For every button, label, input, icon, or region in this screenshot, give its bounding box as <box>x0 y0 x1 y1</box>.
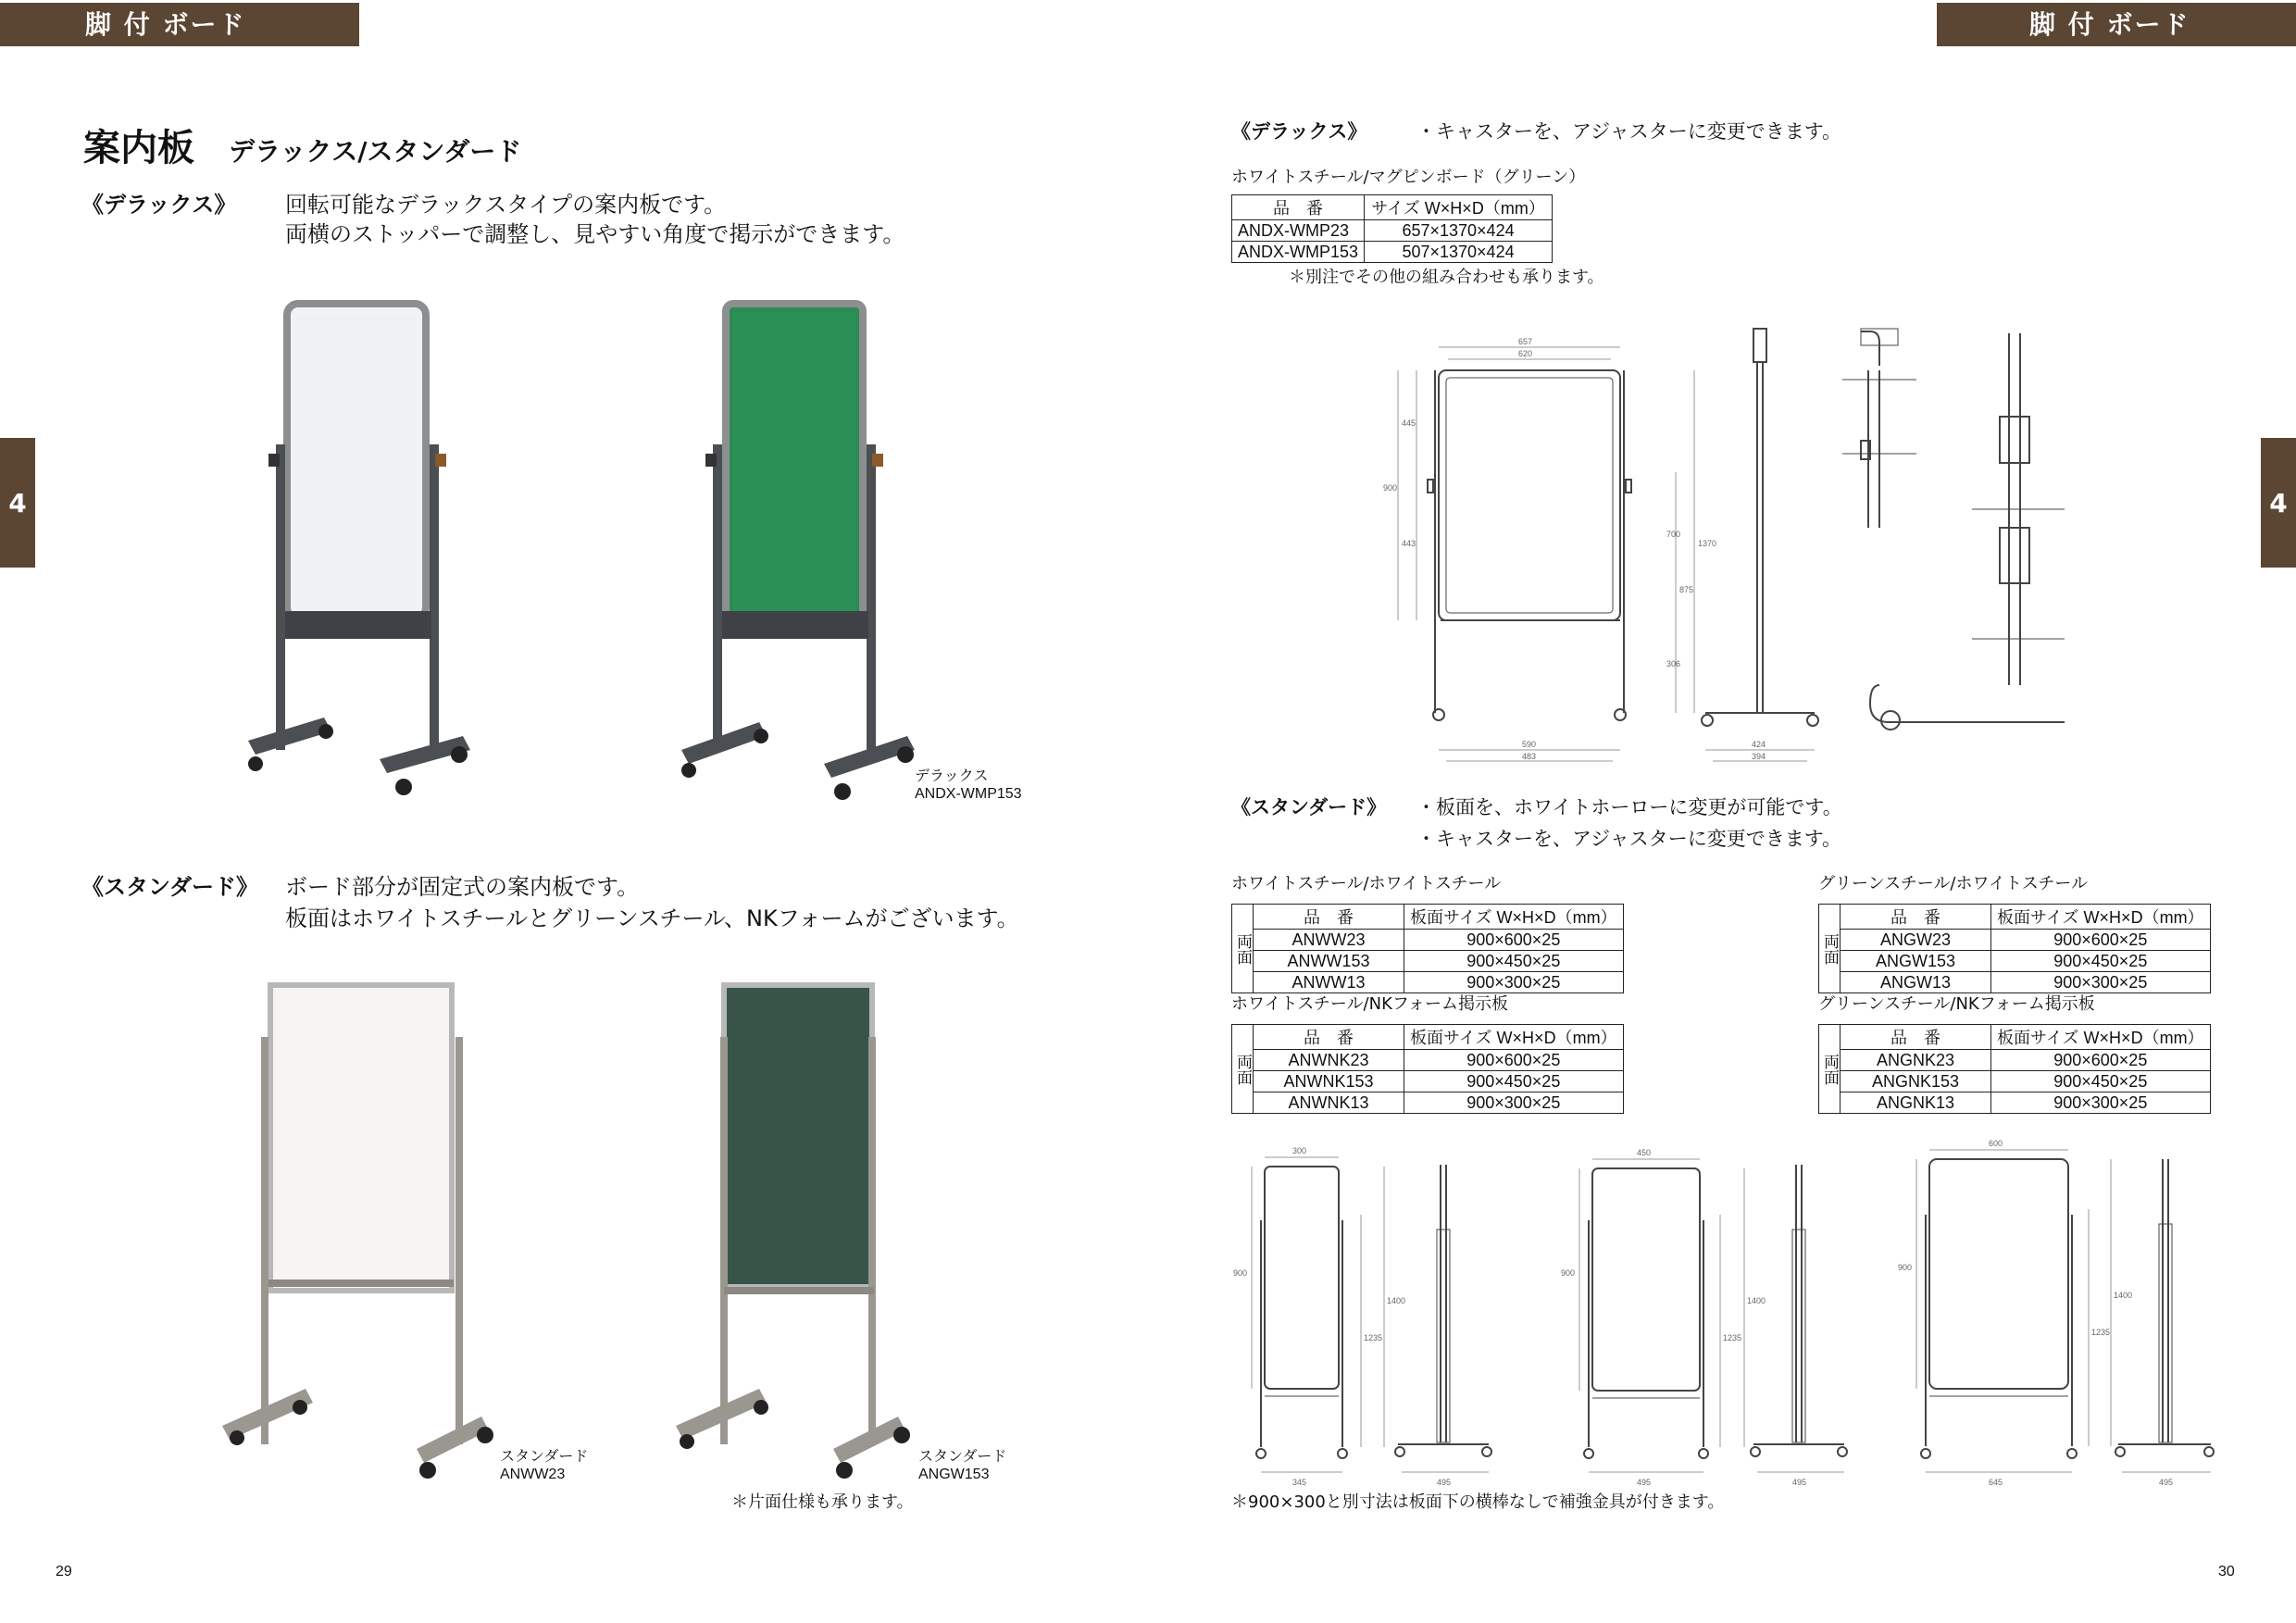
standard-white-board-photo <box>213 981 509 1481</box>
deluxe-desc-2: 両横のストッパーで調整し、見やすい角度で掲示ができます。 <box>285 221 905 247</box>
r-deluxe-note: ・キャスターを、アジャスターに変更できます。 <box>1416 120 1842 143</box>
left-header-title: 脚 付 ボード <box>85 9 246 40</box>
dim-600-bottom: 645 <box>1989 1478 2003 1487</box>
table-row: ANWW13 900×300×25 <box>1232 972 1624 993</box>
dim-450-left: 900 <box>1561 1268 1576 1278</box>
table-row: ANWW153 900×450×25 <box>1232 951 1624 972</box>
table-row: ANWNK13 900×300×25 <box>1232 1092 1624 1114</box>
left-side-tab: 4 <box>0 438 35 568</box>
dim-300-bottom: 345 <box>1292 1478 1307 1487</box>
dim-deluxe-left-a: 445 <box>1402 418 1416 428</box>
std-table-2-title: グリーンスチール/ホワイトスチール <box>1818 874 2089 893</box>
right-page-number: 30 <box>2218 1564 2235 1579</box>
std-table-2-side: 両面 <box>1819 905 1841 993</box>
dim-deluxe-right-a: 700 <box>1666 530 1681 539</box>
right-header-bar <box>1937 3 2296 46</box>
standard-caption-2-code: ANGW153 <box>918 1467 990 1482</box>
dim-600-right-b: 1400 <box>2114 1291 2133 1300</box>
right-header-title: 脚 付 ボード <box>2029 9 2190 40</box>
dim-deluxe-right-c: 875 <box>1679 585 1694 594</box>
standard-600-drawing <box>1889 1131 2222 1489</box>
std-table-1-side: 両面 <box>1232 905 1254 993</box>
dim-450-bottom: 495 <box>1637 1478 1652 1487</box>
page-title-sub: デラックス/スタンダード <box>229 136 522 167</box>
table-row: ANWW23 900×600×25 <box>1232 930 1624 951</box>
deluxe-desc-1: 回転可能なデラックスタイプの案内板です。 <box>285 192 727 218</box>
deluxe-white-board-photo <box>241 296 481 805</box>
standard-one-side-note: ＊片面仕様も承ります。 <box>731 1492 914 1512</box>
standard-desc-1: ボード部分が固定式の案内板です。 <box>285 874 640 900</box>
table-row: ANWNK23 900×600×25 <box>1232 1050 1624 1071</box>
r-deluxe-label: 《デラックス》 <box>1231 120 1367 143</box>
table-row: ANWNK153 900×450×25 <box>1232 1071 1624 1092</box>
standard-green-board-photo <box>667 981 944 1481</box>
deluxe-caption-name: デラックス <box>915 767 989 784</box>
standard-450-drawing <box>1555 1137 1861 1489</box>
std-table-1: 両面 品 番 板面サイズ W×H×D（mm） ANWW23 900×600×25 ANWW153 900×450×25 ANWW13 900×300×25 <box>1231 904 1624 993</box>
dim-450-right-b: 1400 <box>1747 1296 1766 1305</box>
dim-deluxe-top2: 620 <box>1518 349 1533 358</box>
deluxe-table-header-size: サイズ W×H×D（mm） <box>1365 195 1553 220</box>
dim-deluxe-left-c: 443 <box>1402 539 1416 548</box>
dim-deluxe-top: 657 <box>1518 337 1533 346</box>
dim-450-right-a: 1235 <box>1723 1333 1742 1342</box>
table-row: ANGW13 900×300×25 <box>1819 972 2211 993</box>
dim-300-top: 300 <box>1292 1146 1307 1155</box>
dim-600-top: 600 <box>1989 1139 2003 1148</box>
dim-deluxe-side-a: 424 <box>1752 740 1766 749</box>
dim-deluxe-left-b: 900 <box>1383 483 1398 493</box>
standard-caption-2-name: スタンダード <box>918 1447 1007 1465</box>
table-row: ANGNK13 900×300×25 <box>1819 1092 2211 1114</box>
std-table-3: 両面 品 番 板面サイズ W×H×D（mm） ANWNK23 900×600×25 ANWNK153 900×450×25 ANWNK13 900×300×25 <box>1231 1024 1624 1114</box>
dim-deluxe-bottom-b: 483 <box>1522 752 1537 761</box>
dim-300-right-b: 1400 <box>1387 1296 1406 1305</box>
r-deluxe-footnote: ＊別注でその他の組み合わせも承ります。 <box>1289 268 1604 287</box>
r-standard-note-2: ・キャスターを、アジャスターに変更できます。 <box>1416 828 1842 850</box>
r-standard-note-1: ・板面を、ホワイトホーローに変更が可能です。 <box>1416 796 1842 818</box>
standard-label: 《スタンダード》 <box>81 874 259 900</box>
standard-desc-2: 板面はホワイトスチールとグリーンスチール、NKフォームがございます。 <box>285 905 1019 931</box>
table-row: ANDX-WMP153 507×1370×424 <box>1232 242 1553 263</box>
page-title <box>83 119 521 171</box>
std-table-4-title: グリーンスチール/NKフォーム掲示板 <box>1818 994 2095 1014</box>
std-table-4-side: 両面 <box>1819 1025 1841 1114</box>
deluxe-spec-table <box>1231 194 1553 263</box>
r-standard-footnote: ＊900×300と別寸法は板面下の横棒なしで補強金具が付きます。 <box>1231 1492 1725 1512</box>
left-header-bar <box>0 3 359 46</box>
dim-600-left: 900 <box>1898 1263 1913 1272</box>
dim-deluxe-side-b: 394 <box>1752 752 1766 761</box>
standard-caption-1-code: ANWW23 <box>500 1467 566 1482</box>
left-page-number: 29 <box>56 1564 72 1579</box>
page-title-main: 案内板 <box>83 127 194 169</box>
dim-300-right-a: 1235 <box>1364 1333 1383 1342</box>
dim-450-side-bottom: 495 <box>1792 1478 1807 1487</box>
r-standard-label: 《スタンダード》 <box>1231 796 1387 818</box>
right-side-tab: 4 <box>2261 438 2296 568</box>
dim-600-side-bottom: 495 <box>2159 1478 2174 1487</box>
dim-450-top: 450 <box>1637 1148 1652 1157</box>
dim-300-left: 900 <box>1233 1268 1248 1278</box>
table-row: ANGNK23 900×600×25 <box>1819 1050 2211 1071</box>
std-table-3-title: ホワイトスチール/NKフォーム掲示板 <box>1231 994 1508 1014</box>
deluxe-table-header-code: 品 番 <box>1232 195 1365 220</box>
deluxe-caption-code: ANDX-WMP153 <box>915 786 1022 802</box>
dim-deluxe-right-b: 1370 <box>1698 539 1717 548</box>
table-row: ANGNK153 900×450×25 <box>1819 1071 2211 1092</box>
dim-600-right-a: 1235 <box>2091 1328 2111 1337</box>
table-row: ANDX-WMP23 657×1370×424 <box>1232 220 1553 242</box>
std-table-4: 両面 品 番 板面サイズ W×H×D（mm） ANGNK23 900×600×25 ANGNK153 900×450×25 ANGNK13 900×300×25 <box>1818 1024 2211 1114</box>
std-table-2: 両面 品 番 板面サイズ W×H×D（mm） ANGW23 900×600×25 ANGW153 900×450×25 ANGW13 900×300×25 <box>1818 904 2211 993</box>
dim-deluxe-right-d: 306 <box>1666 659 1681 668</box>
standard-caption-1-name: スタンダード <box>500 1447 589 1465</box>
dim-deluxe-bottom-a: 590 <box>1522 740 1537 749</box>
std-table-3-side: 両面 <box>1232 1025 1254 1114</box>
dim-300-side-bottom: 495 <box>1437 1478 1452 1487</box>
std-table-1-title: ホワイトスチール/ホワイトスチール <box>1231 874 1502 893</box>
deluxe-label: 《デラックス》 <box>81 192 237 218</box>
deluxe-technical-drawing <box>1361 315 2065 768</box>
deluxe-green-board-photo <box>676 296 917 805</box>
standard-300-drawing <box>1231 1137 1509 1489</box>
r-deluxe-table-title: ホワイトスチール/マグピンボード（グリーン） <box>1231 168 1586 187</box>
table-row: ANGW153 900×450×25 <box>1819 951 2211 972</box>
table-row: ANGW23 900×600×25 <box>1819 930 2211 951</box>
